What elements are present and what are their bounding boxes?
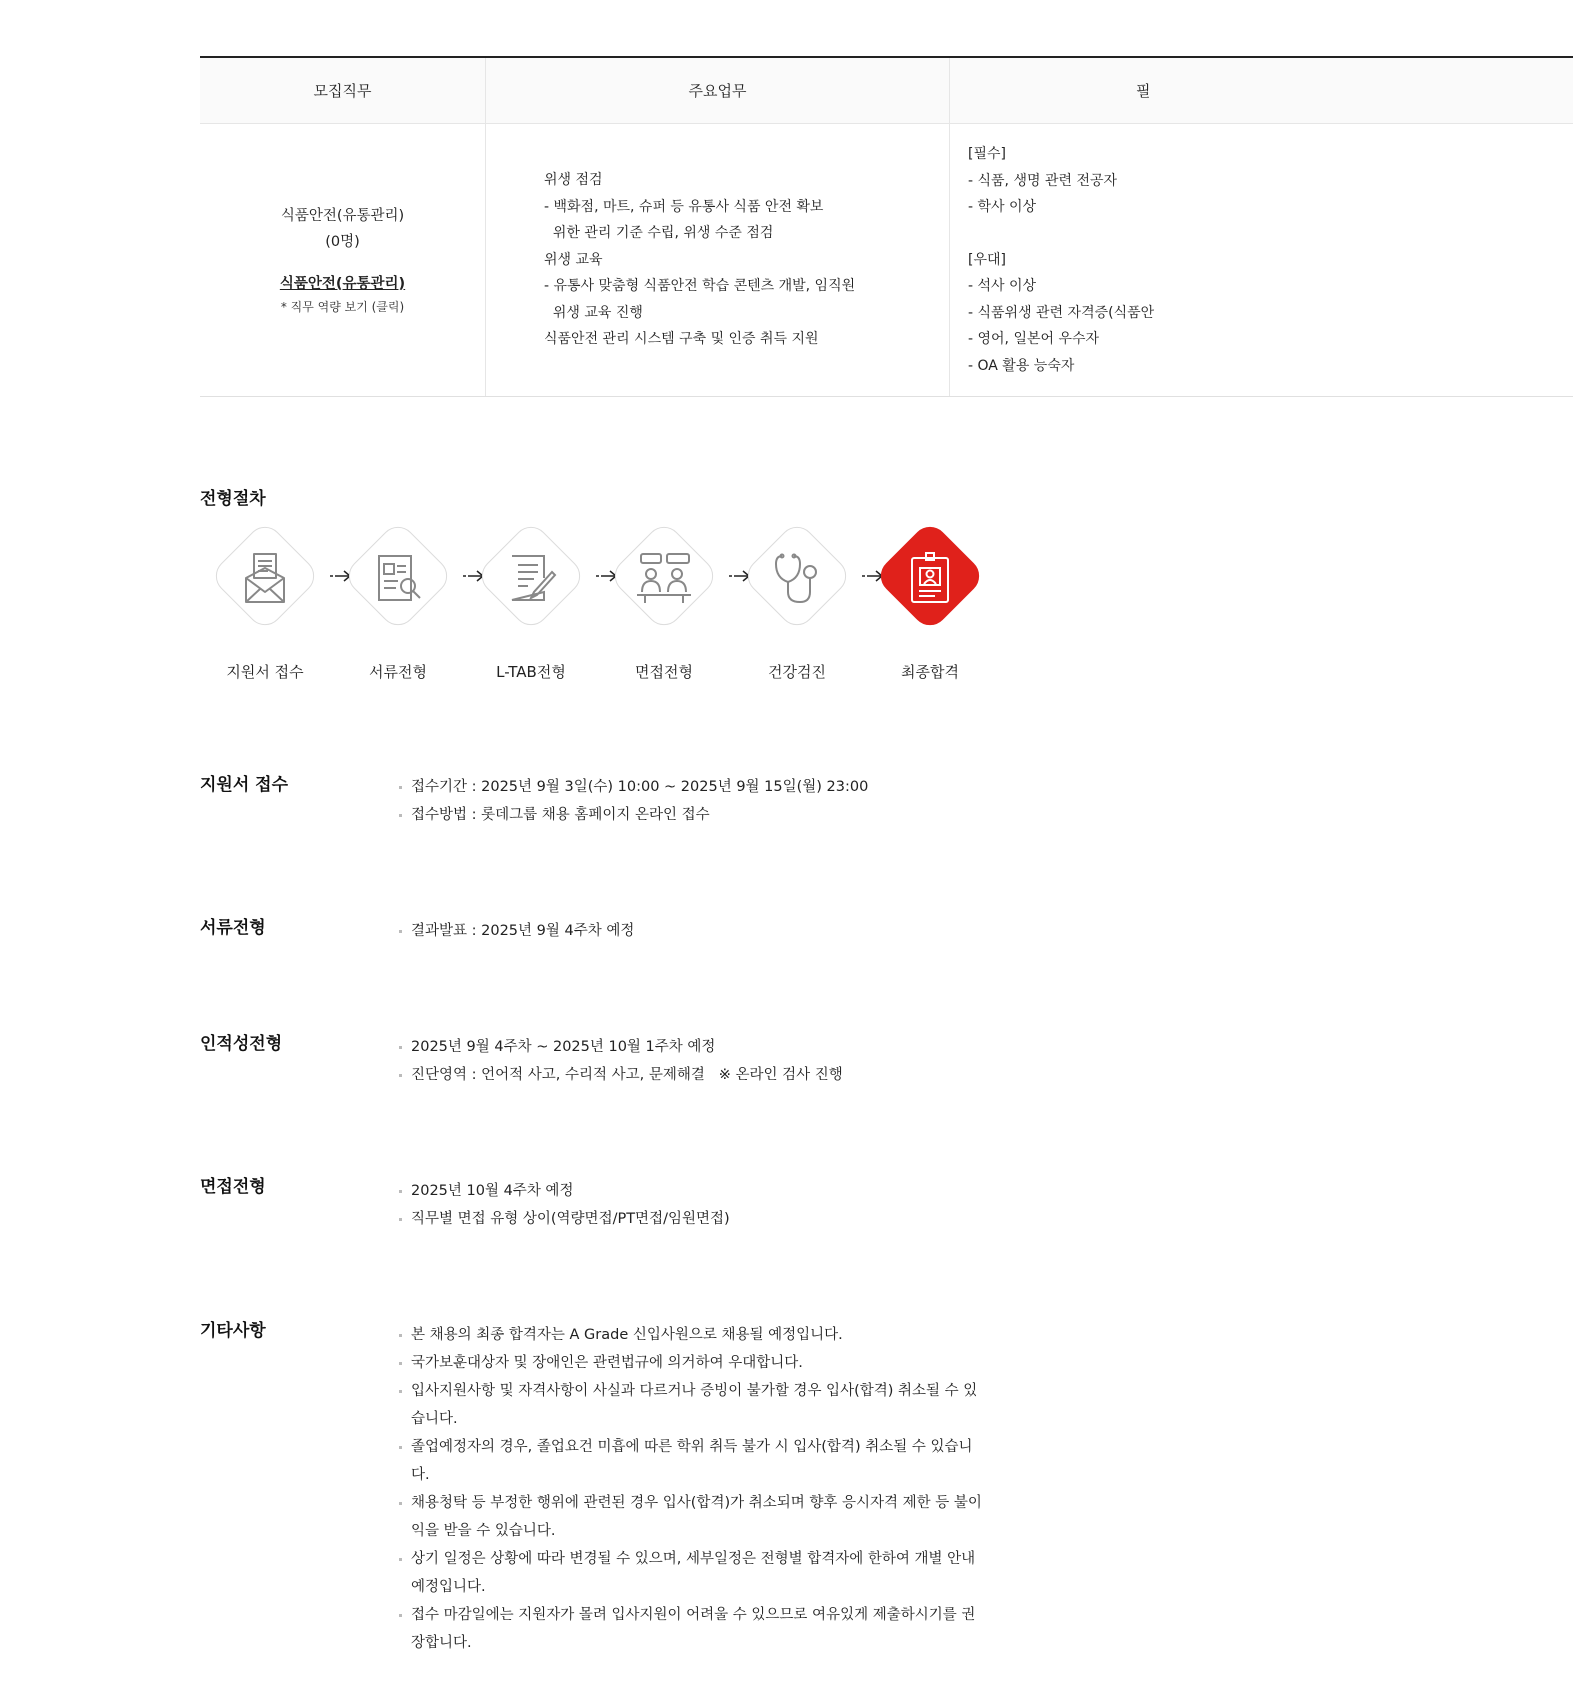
duty-line: - 유통사 맞춤형 식품안전 학습 콘텐츠 개발, 임직원 [544,278,856,295]
step-label: 건강검진 [768,663,826,681]
duties-cell [486,124,950,397]
step-label: 지원서 접수 [226,663,304,681]
process-steps [200,530,1142,690]
list-item: 접수방법 : 롯데그룹 채용 홈페이지 온라인 접수 [399,801,999,829]
job-count: (0명) [325,233,360,250]
duty-line: - 백화점, 마트, 슈퍼 등 유통사 식품 안전 확보 [544,198,824,215]
list-item: 접수 마감일에는 지원자가 몰려 입사지원이 어려울 수 있으므로 여유있게 제출하시기를 권장합니다. [399,1601,989,1657]
list-item: 채용청탁 등 부정한 행위에 관련된 경우 입사(합격)가 취소되며 향후 응시자격 제한 등 불이익을 받을 수 있습니다. [399,1489,989,1545]
section-title-interview: 면접전형 [200,1177,266,1197]
section-list-document [399,917,999,945]
list-item: 국가보훈대상자 및 장애인은 관련법규에 의거하여 우대합니다. [399,1349,989,1377]
list-item: 접수기간 : 2025년 9월 3일(수) 10:00 ~ 2025년 9월 15일(월) 23:00 [399,773,999,801]
duty-line: 위생 교육 [544,251,603,268]
document-search-icon [363,548,433,608]
list-item: 입사지원사항 및 자격사항이 사실과 다르거나 증빙이 불가할 경우 입사(합격) 취소될 수 있습니다. [399,1377,989,1433]
job-name: 식품안전(유통관리) [280,207,405,224]
duty-line: 식품안전 관리 시스템 구축 및 인증 취득 지원 [544,331,819,348]
interview-people-icon [629,548,699,608]
step-label: 최종합격 [901,663,959,681]
required-item: - 학사 이상 [968,199,1037,215]
position-cell [200,124,486,397]
list-item: 진단영역 : 언어적 사고, 수리적 사고, 문제해결 ※ 온라인 검사 진행 [399,1061,999,1089]
duty-line: 위생 점검 [544,172,603,189]
table-header-row [200,57,1573,124]
section-title-application: 지원서 접수 [200,775,289,795]
job-competency-note: * 직무 역량 보기 (클릭) [280,300,405,315]
table-row [200,124,1573,397]
section-list-aptitude [399,1033,999,1089]
duty-line: 위한 관리 기준 수립, 위생 수준 점검 [544,225,774,242]
section-title-document: 서류전형 [200,918,266,938]
header-requirements: 필 [950,57,1573,124]
list-item: 직무별 면접 유형 상이(역량면접/PT면접/임원면접) [399,1205,999,1233]
preferred-item: - 영어, 일본어 우수자 [968,331,1100,347]
section-list-application [399,773,999,829]
preferred-item: - 식품위생 관련 자격증(식품안 [968,304,1155,321]
envelope-document-icon [230,548,300,608]
preferred-item: - 석사 이상 [968,278,1037,294]
document-pen-icon [496,548,566,608]
preferred-label: [우대] [968,251,1006,268]
stethoscope-icon [762,548,832,608]
duty-line: 위생 교육 진행 [544,304,643,321]
section-title-aptitude: 인적성전형 [200,1034,283,1054]
step-label: 면접전형 [635,663,693,681]
required-label: [필수] [968,146,1006,162]
requirements-cell [950,124,1573,397]
header-duties: 주요업무 [486,57,950,124]
list-item: 2025년 9월 4주차 ~ 2025년 10월 1주차 예정 [399,1033,999,1061]
list-item: 졸업예정자의 경우, 졸업요건 미흡에 따른 학위 취득 불가 시 입사(합격) 취소될 수 있습니다. [399,1433,989,1489]
section-title-etc: 기타사항 [200,1321,266,1341]
preferred-item: - OA 활용 능숙자 [968,357,1075,374]
list-item: 결과발표 : 2025년 9월 4주차 예정 [399,917,999,945]
list-item: 본 채용의 최종 합격자는 A Grade 신입사원으로 채용될 예정입니다. [399,1321,989,1349]
section-list-etc [399,1321,989,1657]
list-item: 2025년 10월 4주차 예정 [399,1177,999,1205]
step-label: 서류전형 [369,663,427,681]
process-title: 전형절차 [200,489,266,509]
header-position: 모집직무 [200,57,486,124]
job-table-container [200,56,1155,396]
job-competency-link[interactable]: 식품안전(유통관리) [279,275,406,292]
section-list-interview [399,1177,999,1233]
job-table [200,56,1573,397]
required-item: - 식품, 생명 관련 전공자 [968,172,1118,189]
id-badge-icon [895,548,965,608]
step-label: L-TAB전형 [496,663,566,681]
list-item: 상기 일정은 상황에 따라 변경될 수 있으며, 세부일정은 전형별 합격자에 한하여 개별 안내 예정입니다. [399,1545,989,1601]
